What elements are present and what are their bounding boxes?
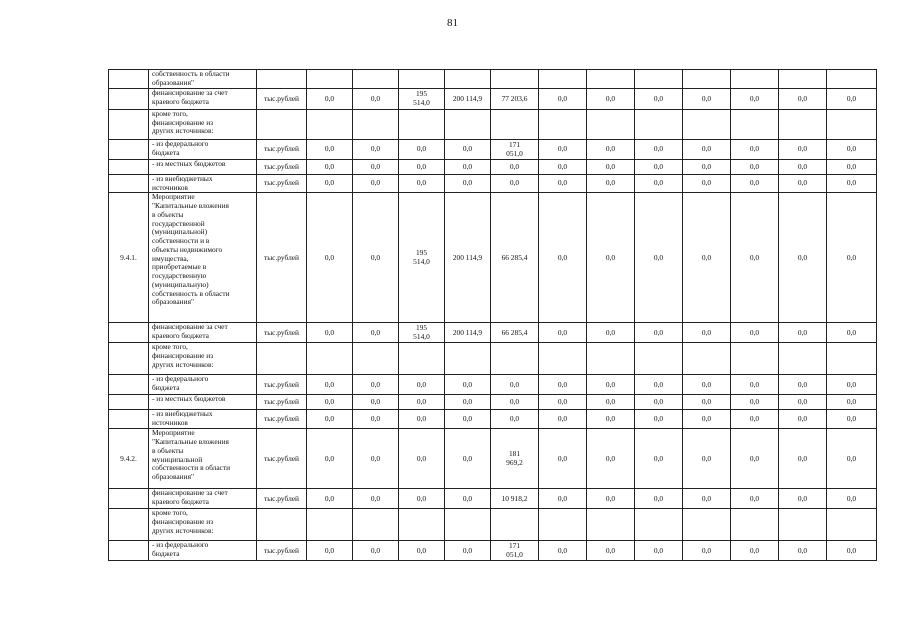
row-code: [109, 509, 149, 541]
value-cell: 0,0: [731, 489, 779, 509]
value-cell: [491, 70, 539, 89]
value-cell: 0,0: [539, 89, 587, 110]
value-cell: 0,0: [683, 89, 731, 110]
value-cell: 0,0: [827, 410, 877, 429]
value-cell: 0,0: [731, 429, 779, 489]
row-unit: тыс.рублей: [257, 395, 307, 410]
value-cell: 0,0: [635, 429, 683, 489]
value-cell: 0,0: [539, 541, 587, 561]
value-cell: 0,0: [353, 89, 399, 110]
value-cell: [539, 509, 587, 541]
row-description: кроме того, финансирование из других источников:: [149, 110, 257, 140]
value-cell: [307, 343, 353, 375]
value-cell: [399, 343, 445, 375]
value-cell: 0,0: [731, 323, 779, 343]
value-cell: 0,0: [307, 89, 353, 110]
value-cell: 0,0: [827, 160, 877, 175]
row-unit: тыс.рублей: [257, 375, 307, 395]
value-cell: [399, 509, 445, 541]
row-description: - из внебюджетных источников: [149, 410, 257, 429]
value-cell: [445, 70, 491, 89]
value-cell: 195 514,0: [399, 193, 445, 323]
value-cell: 0,0: [827, 489, 877, 509]
value-cell: 0,0: [587, 160, 635, 175]
value-cell: 0,0: [827, 175, 877, 193]
value-cell: 0,0: [635, 395, 683, 410]
row-code: 9.4.1.: [109, 193, 149, 323]
value-cell: [353, 343, 399, 375]
value-cell: [827, 509, 877, 541]
row-description: - из федерального бюджета: [149, 375, 257, 395]
value-cell: 66 285,4: [491, 323, 539, 343]
value-cell: 0,0: [635, 489, 683, 509]
table-row: [109, 110, 877, 140]
value-cell: 0,0: [731, 541, 779, 561]
row-unit: [257, 509, 307, 541]
row-unit: тыс.рублей: [257, 323, 307, 343]
value-cell: [779, 70, 827, 89]
value-cell: 0,0: [307, 175, 353, 193]
row-description: финансирование за счет краевого бюджета: [149, 323, 257, 343]
table-row: [109, 410, 877, 429]
value-cell: [731, 70, 779, 89]
value-cell: 0,0: [779, 489, 827, 509]
value-cell: 66 285,4: [491, 193, 539, 323]
value-cell: 171 051,0: [491, 541, 539, 561]
value-cell: 0,0: [307, 193, 353, 323]
value-cell: [683, 509, 731, 541]
value-cell: 0,0: [683, 395, 731, 410]
value-cell: 0,0: [635, 541, 683, 561]
value-cell: 0,0: [779, 193, 827, 323]
value-cell: [491, 343, 539, 375]
value-cell: [635, 509, 683, 541]
value-cell: 0,0: [491, 410, 539, 429]
value-cell: 0,0: [635, 410, 683, 429]
value-cell: 0,0: [445, 375, 491, 395]
value-cell: 0,0: [353, 410, 399, 429]
value-cell: 0,0: [399, 395, 445, 410]
row-description: - из внебюджетных источников: [149, 175, 257, 193]
value-cell: [779, 110, 827, 140]
row-unit: тыс.рублей: [257, 489, 307, 509]
value-cell: 0,0: [539, 175, 587, 193]
table-row: [109, 541, 877, 561]
value-cell: [683, 70, 731, 89]
value-cell: [587, 343, 635, 375]
value-cell: 195 514,0: [399, 323, 445, 343]
row-code: [109, 489, 149, 509]
value-cell: [307, 509, 353, 541]
value-cell: [587, 110, 635, 140]
value-cell: 0,0: [635, 140, 683, 160]
value-cell: 0,0: [445, 489, 491, 509]
value-cell: [445, 509, 491, 541]
value-cell: 0,0: [353, 489, 399, 509]
value-cell: 0,0: [399, 375, 445, 395]
value-cell: [399, 70, 445, 89]
value-cell: 0,0: [353, 395, 399, 410]
value-cell: 0,0: [731, 140, 779, 160]
value-cell: 195 514,0: [399, 89, 445, 110]
value-cell: 0,0: [353, 429, 399, 489]
value-cell: 0,0: [779, 395, 827, 410]
row-unit: тыс.рублей: [257, 193, 307, 323]
value-cell: 0,0: [353, 140, 399, 160]
value-cell: 0,0: [683, 429, 731, 489]
value-cell: 0,0: [587, 375, 635, 395]
value-cell: 0,0: [491, 160, 539, 175]
value-cell: 0,0: [827, 395, 877, 410]
value-cell: [539, 110, 587, 140]
value-cell: 0,0: [539, 429, 587, 489]
value-cell: 0,0: [587, 323, 635, 343]
table-row: [109, 395, 877, 410]
value-cell: [683, 110, 731, 140]
value-cell: 0,0: [445, 429, 491, 489]
value-cell: 200 114,9: [445, 89, 491, 110]
value-cell: 0,0: [539, 193, 587, 323]
value-cell: 0,0: [353, 175, 399, 193]
value-cell: 181 969,2: [491, 429, 539, 489]
value-cell: [731, 343, 779, 375]
value-cell: 0,0: [683, 323, 731, 343]
row-code: [109, 160, 149, 175]
row-unit: тыс.рублей: [257, 89, 307, 110]
row-description: кроме того, финансирование из других источников:: [149, 509, 257, 541]
row-code: [109, 89, 149, 110]
value-cell: 200 114,9: [445, 323, 491, 343]
value-cell: 0,0: [635, 175, 683, 193]
row-description: финансирование за счет краевого бюджета: [149, 89, 257, 110]
value-cell: [827, 110, 877, 140]
row-code: 9.4.2.: [109, 429, 149, 489]
value-cell: [307, 70, 353, 89]
table-row: [109, 489, 877, 509]
value-cell: [353, 70, 399, 89]
value-cell: 0,0: [539, 410, 587, 429]
value-cell: 0,0: [827, 541, 877, 561]
value-cell: 0,0: [307, 395, 353, 410]
row-unit: тыс.рублей: [257, 140, 307, 160]
value-cell: 0,0: [491, 175, 539, 193]
value-cell: 0,0: [399, 410, 445, 429]
row-code: [109, 375, 149, 395]
value-cell: [353, 509, 399, 541]
value-cell: 0,0: [587, 410, 635, 429]
value-cell: 0,0: [635, 323, 683, 343]
value-cell: 0,0: [827, 140, 877, 160]
value-cell: 0,0: [307, 140, 353, 160]
value-cell: [491, 110, 539, 140]
table-row: [109, 323, 877, 343]
value-cell: 0,0: [635, 375, 683, 395]
table-row: [109, 140, 877, 160]
row-code: [109, 410, 149, 429]
value-cell: 200 114,9: [445, 193, 491, 323]
value-cell: 0,0: [779, 175, 827, 193]
row-unit: [257, 70, 307, 89]
value-cell: 0,0: [353, 323, 399, 343]
value-cell: 0,0: [731, 160, 779, 175]
value-cell: 0,0: [779, 89, 827, 110]
table-row: [109, 375, 877, 395]
value-cell: 0,0: [683, 140, 731, 160]
value-cell: 0,0: [779, 323, 827, 343]
table-row: [109, 193, 877, 323]
value-cell: 0,0: [731, 375, 779, 395]
value-cell: 0,0: [539, 140, 587, 160]
value-cell: 77 203,6: [491, 89, 539, 110]
budget-table: [108, 69, 877, 561]
row-unit: тыс.рублей: [257, 175, 307, 193]
value-cell: 0,0: [827, 323, 877, 343]
table-row: [109, 343, 877, 375]
value-cell: [399, 110, 445, 140]
value-cell: 0,0: [353, 375, 399, 395]
value-cell: 0,0: [445, 175, 491, 193]
row-description: - из местных бюджетов: [149, 160, 257, 175]
row-description: - из федерального бюджета: [149, 541, 257, 561]
value-cell: [307, 110, 353, 140]
table-row: [109, 89, 877, 110]
value-cell: 0,0: [539, 160, 587, 175]
value-cell: [827, 70, 877, 89]
value-cell: 0,0: [353, 193, 399, 323]
row-description: собственность в области образования": [149, 70, 257, 89]
row-unit: [257, 343, 307, 375]
value-cell: 0,0: [399, 541, 445, 561]
row-unit: [257, 110, 307, 140]
table-row: [109, 509, 877, 541]
value-cell: [779, 509, 827, 541]
row-unit: тыс.рублей: [257, 410, 307, 429]
value-cell: 0,0: [779, 429, 827, 489]
value-cell: [635, 70, 683, 89]
value-cell: 0,0: [827, 89, 877, 110]
value-cell: 0,0: [445, 410, 491, 429]
value-cell: 0,0: [827, 429, 877, 489]
row-code: [109, 110, 149, 140]
row-description: Мероприятие "Капитальные вложения в объекты государственной (муниципальной) собственности и в объекты недвижимого имущества, приобретаемые в государственную (муниципальную) собственность в области образования": [149, 193, 257, 323]
value-cell: 0,0: [731, 395, 779, 410]
value-cell: 0,0: [445, 395, 491, 410]
value-cell: 0,0: [539, 489, 587, 509]
row-code: [109, 323, 149, 343]
value-cell: [539, 343, 587, 375]
row-code: [109, 541, 149, 561]
value-cell: 0,0: [539, 375, 587, 395]
value-cell: 0,0: [683, 489, 731, 509]
value-cell: 0,0: [307, 160, 353, 175]
value-cell: 0,0: [587, 193, 635, 323]
row-code: [109, 175, 149, 193]
value-cell: 0,0: [307, 323, 353, 343]
value-cell: 0,0: [587, 489, 635, 509]
value-cell: 0,0: [827, 193, 877, 323]
value-cell: 0,0: [683, 541, 731, 561]
table-row: [109, 70, 877, 89]
value-cell: 0,0: [445, 140, 491, 160]
value-cell: [635, 110, 683, 140]
row-code: [109, 70, 149, 89]
value-cell: [587, 509, 635, 541]
value-cell: 0,0: [587, 395, 635, 410]
value-cell: 0,0: [587, 140, 635, 160]
value-cell: 10 918,2: [491, 489, 539, 509]
value-cell: 0,0: [731, 89, 779, 110]
value-cell: 0,0: [779, 375, 827, 395]
value-cell: 0,0: [587, 89, 635, 110]
value-cell: 0,0: [731, 193, 779, 323]
value-cell: 0,0: [635, 160, 683, 175]
value-cell: 0,0: [307, 541, 353, 561]
value-cell: 0,0: [445, 541, 491, 561]
table-row: [109, 429, 877, 489]
value-cell: [827, 343, 877, 375]
value-cell: 0,0: [731, 175, 779, 193]
value-cell: 0,0: [307, 489, 353, 509]
row-unit: тыс.рублей: [257, 541, 307, 561]
value-cell: [491, 509, 539, 541]
value-cell: [731, 110, 779, 140]
table-row: [109, 175, 877, 193]
value-cell: 0,0: [539, 323, 587, 343]
value-cell: [587, 70, 635, 89]
page-number: 81: [447, 17, 458, 29]
value-cell: 0,0: [779, 541, 827, 561]
value-cell: 0,0: [353, 541, 399, 561]
value-cell: 0,0: [491, 395, 539, 410]
value-cell: 0,0: [539, 395, 587, 410]
value-cell: 0,0: [399, 160, 445, 175]
row-unit: тыс.рублей: [257, 429, 307, 489]
row-description: финансирование за счет краевого бюджета: [149, 489, 257, 509]
value-cell: [539, 70, 587, 89]
value-cell: [731, 509, 779, 541]
value-cell: 0,0: [587, 175, 635, 193]
value-cell: 0,0: [399, 175, 445, 193]
value-cell: 0,0: [731, 410, 779, 429]
value-cell: 0,0: [445, 160, 491, 175]
row-description: кроме того, финансирование из других источников:: [149, 343, 257, 375]
value-cell: 0,0: [587, 541, 635, 561]
value-cell: 0,0: [779, 140, 827, 160]
value-cell: 0,0: [307, 429, 353, 489]
value-cell: 0,0: [683, 175, 731, 193]
value-cell: 0,0: [353, 160, 399, 175]
value-cell: 0,0: [399, 140, 445, 160]
table-row: [109, 160, 877, 175]
value-cell: 0,0: [683, 160, 731, 175]
value-cell: 0,0: [399, 489, 445, 509]
value-cell: 0,0: [491, 375, 539, 395]
row-code: [109, 140, 149, 160]
value-cell: 0,0: [683, 375, 731, 395]
value-cell: 0,0: [587, 429, 635, 489]
value-cell: [683, 343, 731, 375]
value-cell: 0,0: [307, 410, 353, 429]
value-cell: 0,0: [779, 160, 827, 175]
value-cell: 171 051,0: [491, 140, 539, 160]
value-cell: 0,0: [683, 410, 731, 429]
row-code: [109, 343, 149, 375]
value-cell: 0,0: [307, 375, 353, 395]
row-description: - из федерального бюджета: [149, 140, 257, 160]
value-cell: [635, 343, 683, 375]
value-cell: 0,0: [827, 375, 877, 395]
row-description: Мероприятие "Капитальные вложения в объекты муниципальной собственности в области образования": [149, 429, 257, 489]
value-cell: [353, 110, 399, 140]
row-unit: тыс.рублей: [257, 160, 307, 175]
value-cell: 0,0: [635, 89, 683, 110]
row-code: [109, 395, 149, 410]
value-cell: 0,0: [399, 429, 445, 489]
value-cell: 0,0: [635, 193, 683, 323]
value-cell: 0,0: [683, 193, 731, 323]
value-cell: 0,0: [779, 410, 827, 429]
value-cell: [445, 343, 491, 375]
value-cell: [445, 110, 491, 140]
row-description: - из местных бюджетов: [149, 395, 257, 410]
value-cell: [779, 343, 827, 375]
